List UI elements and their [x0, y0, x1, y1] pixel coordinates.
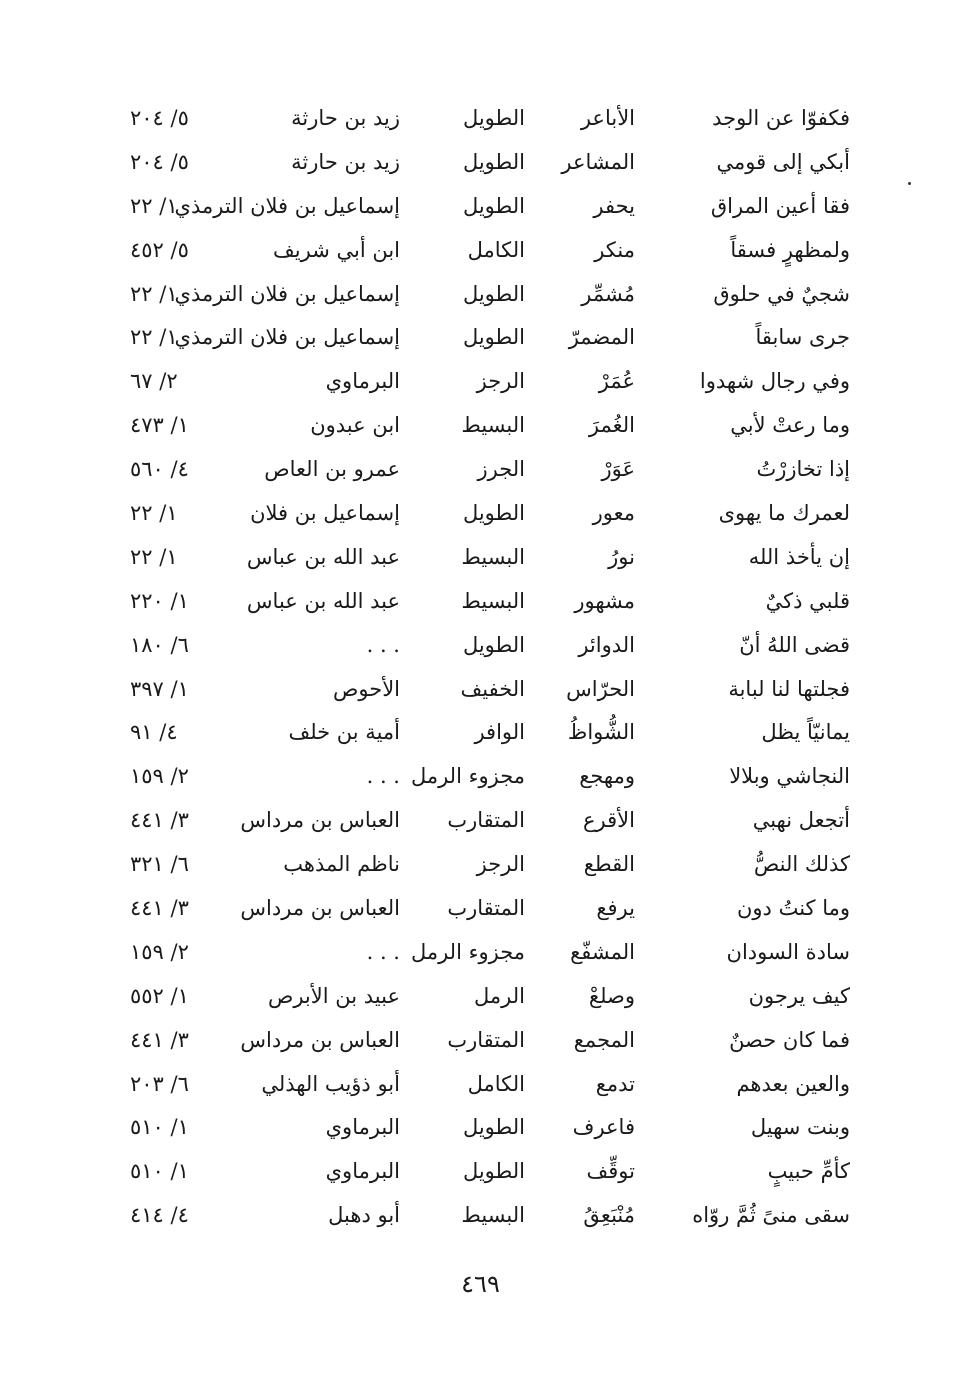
- volume-page-reference: ٢/ ٦٧: [130, 369, 178, 394]
- volume-page-reference: ٣/ ٤٤١: [130, 896, 189, 921]
- verse-opening: سادة السودان: [726, 939, 850, 964]
- rhyme-word: المضمرّ: [568, 325, 635, 350]
- verse-opening: وفي رجال شهدوا: [699, 369, 850, 394]
- poetic-meter: البسيط: [461, 1203, 525, 1228]
- volume-page-reference: ٢/ ١٥٩: [130, 939, 189, 964]
- rhyme-word: المشاعر: [561, 149, 635, 174]
- poetic-meter: الطويل: [462, 149, 525, 174]
- verse-opening: كأمِّ حبيبٍ: [767, 1159, 850, 1184]
- poetic-meter: الرمل: [474, 983, 525, 1008]
- verse-opening: سقى منىً ثُمَّ روّاه: [692, 1203, 850, 1228]
- poetic-meter: الطويل: [462, 106, 525, 130]
- table-row: [120, 710, 850, 754]
- volume-page-reference: ١/ ٤٧٣: [130, 413, 189, 438]
- table-row: [120, 535, 850, 579]
- table-row: [120, 886, 850, 930]
- rhyme-word: يحفر: [593, 193, 635, 218]
- table-row: [120, 447, 850, 491]
- table-row: [120, 974, 850, 1018]
- poetic-meter: الطويل: [462, 1159, 525, 1184]
- poet-name: أبو دهبل: [328, 1203, 400, 1228]
- rhyme-word: المشفّع: [570, 939, 635, 964]
- volume-page-reference: ٣/ ٤٤١: [130, 1027, 189, 1052]
- table-row: [120, 359, 850, 403]
- poetic-meter: الطويل: [462, 632, 525, 657]
- poetic-meter: البسيط: [461, 413, 525, 438]
- poetic-meter: الطويل: [462, 281, 525, 306]
- stray-dot-mark: [908, 182, 911, 185]
- rhyme-word: الأباعر: [580, 106, 635, 130]
- poet-name: البرماوي: [325, 369, 400, 394]
- table-row: [120, 1193, 850, 1237]
- poet-name: إسماعيل بن فلان الترمذي: [174, 281, 400, 306]
- rhyme-word: مُنْبَعِقُ: [583, 1203, 635, 1228]
- verse-opening: جرى سابقاً: [755, 325, 850, 350]
- poetic-meter: الجرز: [477, 457, 525, 482]
- poetic-meter: الطويل: [462, 501, 525, 526]
- poet-name: البرماوي: [325, 1115, 400, 1140]
- poetic-meter: مجزوء الرمل: [410, 939, 525, 964]
- table-row: [120, 140, 850, 184]
- poet-name: . . .: [366, 939, 400, 964]
- verse-opening: ولمظهرٍ فسقاً: [730, 237, 850, 262]
- table-row: [120, 1062, 850, 1106]
- verse-opening: فكفوّا عن الوجد: [712, 106, 850, 130]
- table-row: [120, 228, 850, 272]
- volume-page-reference: ٥/ ٤٥٢: [130, 237, 189, 262]
- poet-name: . . .: [366, 764, 400, 789]
- poet-name: عبيد بن الأبرص: [267, 983, 400, 1008]
- verse-opening: قضى اللهُ أنّ: [739, 632, 850, 657]
- verse-opening: والعين بعدهم: [736, 1071, 850, 1096]
- verse-opening: وما رعتْ لأبي: [730, 413, 850, 438]
- rhyme-word: الأقرع: [583, 808, 635, 833]
- verse-opening: فقا أعين المراق: [710, 193, 850, 218]
- verse-opening: لعمرك ما يهوى: [718, 501, 850, 526]
- table-row: [120, 184, 850, 228]
- poet-name: ابن عبدون: [310, 413, 400, 438]
- table-row: [120, 1105, 850, 1149]
- verse-opening: يمانيّاً يظل: [761, 720, 850, 745]
- verse-opening: كيف يرجون: [748, 983, 850, 1008]
- volume-page-reference: ١/ ٢٢٠: [130, 588, 189, 613]
- table-row: [120, 842, 850, 886]
- table-row: [120, 96, 850, 140]
- poet-name: البرماوي: [325, 1159, 400, 1184]
- table-row: [120, 798, 850, 842]
- table-row: [120, 930, 850, 974]
- rhyme-word: الغُمرَ: [588, 413, 635, 438]
- poetic-meter: الوافر: [474, 720, 525, 745]
- table-row: [120, 403, 850, 447]
- table-row: [120, 272, 850, 316]
- rhyme-word: المجمع: [573, 1027, 635, 1052]
- volume-page-reference: ١/ ٢٢: [130, 281, 178, 306]
- poetic-meter: الخفيف: [460, 676, 525, 701]
- poetic-meter: الكامل: [467, 237, 525, 262]
- poetic-meter: الطويل: [462, 1115, 525, 1140]
- rhyme-word: مُشمِّر: [581, 281, 635, 306]
- volume-page-reference: ٦/ ٢٠٣: [130, 1071, 189, 1096]
- poet-name: الأحوص: [332, 676, 400, 701]
- poet-name: ابن أبي شريف: [273, 237, 400, 262]
- poetic-meter: المتقارب: [447, 1027, 525, 1052]
- rhyme-word: منكر: [594, 237, 635, 262]
- verse-opening: فجلتها لنا لبابة: [728, 676, 850, 701]
- poet-name: . . .: [366, 632, 400, 657]
- volume-page-reference: ١/ ٥١٠: [130, 1115, 189, 1140]
- rhyme-word: الشُّواظُ: [567, 720, 635, 745]
- table-row: [120, 1018, 850, 1062]
- verse-opening: وبنت سهيل: [750, 1115, 850, 1140]
- rhyme-word: القطع: [583, 852, 635, 877]
- volume-page-reference: ٦/ ١٨٠: [130, 632, 189, 657]
- rhyme-word: تدمع: [595, 1071, 635, 1096]
- poetic-meter: المتقارب: [447, 808, 525, 833]
- table-row: [120, 315, 850, 359]
- poetic-meter: البسيط: [461, 544, 525, 569]
- poetic-meter: الطويل: [462, 193, 525, 218]
- poetic-meter: الرجز: [476, 852, 525, 877]
- rhyme-word: عُمَرْ: [598, 369, 635, 394]
- rhyme-word: الدوائر: [578, 632, 635, 657]
- page-number: ٤٦٩: [461, 1270, 500, 1298]
- poetic-meter: مجزوء الرمل: [410, 764, 525, 789]
- volume-page-reference: ٥/ ٢٠٤: [130, 149, 189, 174]
- poetic-meter: الكامل: [467, 1071, 525, 1096]
- rhyme-word: يرفع: [596, 896, 635, 921]
- poet-name: العباس بن مرداس: [240, 1027, 400, 1052]
- volume-page-reference: ١/ ٢٢: [130, 501, 178, 526]
- verse-opening: وما كنتُ دون: [736, 896, 850, 921]
- volume-page-reference: ٤/ ٥٦٠: [130, 457, 189, 482]
- volume-page-reference: ٤/ ٤١٤: [130, 1203, 189, 1228]
- verse-opening: فما كان حصنٌ: [729, 1027, 850, 1052]
- rhyme-word: نورُ: [608, 544, 635, 569]
- poet-name: أمية بن خلف: [288, 720, 400, 745]
- verse-opening: النجاشي وبلالا: [729, 764, 850, 789]
- verse-opening: كذلك النصُّ: [753, 852, 850, 877]
- rhyme-word: عَوَرْ: [601, 457, 635, 482]
- poetic-meter: المتقارب: [447, 896, 525, 921]
- volume-page-reference: ١/ ٥١٠: [130, 1159, 189, 1184]
- poet-name: إسماعيل بن فلان الترمذي: [174, 325, 400, 350]
- poetic-meter: البسيط: [461, 588, 525, 613]
- rhyme-word: مشهور: [574, 588, 635, 613]
- table-row: [120, 579, 850, 623]
- verse-opening: أتجعل نهبي: [752, 808, 850, 833]
- volume-page-reference: ٤/ ٩١: [130, 720, 178, 745]
- poet-name: عمرو بن العاص: [264, 457, 400, 482]
- verse-index-table: [120, 96, 850, 1237]
- volume-page-reference: ٢/ ١٥٩: [130, 764, 189, 789]
- poet-name: إسماعيل بن فلان: [250, 501, 400, 526]
- poet-name: زيد بن حارثة: [291, 106, 400, 130]
- volume-page-reference: ٣/ ٤٤١: [130, 808, 189, 833]
- poet-name: ناظم المذهب: [283, 852, 400, 877]
- rhyme-word: ومهجع: [579, 764, 635, 789]
- verse-opening: قلبي ذكيٌ: [765, 588, 850, 613]
- volume-page-reference: ١/ ٢٢: [130, 544, 178, 569]
- volume-page-reference: ٦/ ٣٢١: [130, 852, 189, 877]
- volume-page-reference: ١/ ٣٩٧: [130, 676, 189, 701]
- poet-name: زيد بن حارثة: [291, 149, 400, 174]
- verse-opening: إذا تخازرْتُ: [756, 457, 850, 482]
- table-row: [120, 623, 850, 667]
- rhyme-word: الحرّاس: [566, 676, 635, 701]
- volume-page-reference: ١/ ٢٢: [130, 193, 178, 218]
- rhyme-word: فاعرف: [572, 1115, 635, 1140]
- poet-name: عبد الله بن عباس: [246, 588, 400, 613]
- table-row: [120, 754, 850, 798]
- poet-name: العباس بن مرداس: [240, 896, 400, 921]
- volume-page-reference: ١/ ٢٢: [130, 325, 178, 350]
- rhyme-word: توقِّف: [586, 1159, 635, 1184]
- poet-name: عبد الله بن عباس: [246, 544, 400, 569]
- verse-opening: أبكي إلى قومي: [716, 149, 850, 174]
- verse-opening: شجيٌ في حلوق: [713, 281, 850, 306]
- table-row: [120, 1149, 850, 1193]
- rhyme-word: وصلعْ: [588, 983, 635, 1008]
- poetic-meter: الطويل: [462, 325, 525, 350]
- poet-name: إسماعيل بن فلان الترمذي: [174, 193, 400, 218]
- table-row: [120, 491, 850, 535]
- verse-opening: إن يأخذ الله: [748, 544, 850, 569]
- rhyme-word: معور: [592, 501, 635, 526]
- poetic-meter: الرجز: [476, 369, 525, 394]
- poet-name: أبو ذؤيب الهذلي: [261, 1071, 400, 1096]
- table-row: [120, 667, 850, 711]
- volume-page-reference: ٥/ ٢٠٤: [130, 106, 189, 130]
- volume-page-reference: ١/ ٥٥٢: [130, 983, 189, 1008]
- poet-name: العباس بن مرداس: [240, 808, 400, 833]
